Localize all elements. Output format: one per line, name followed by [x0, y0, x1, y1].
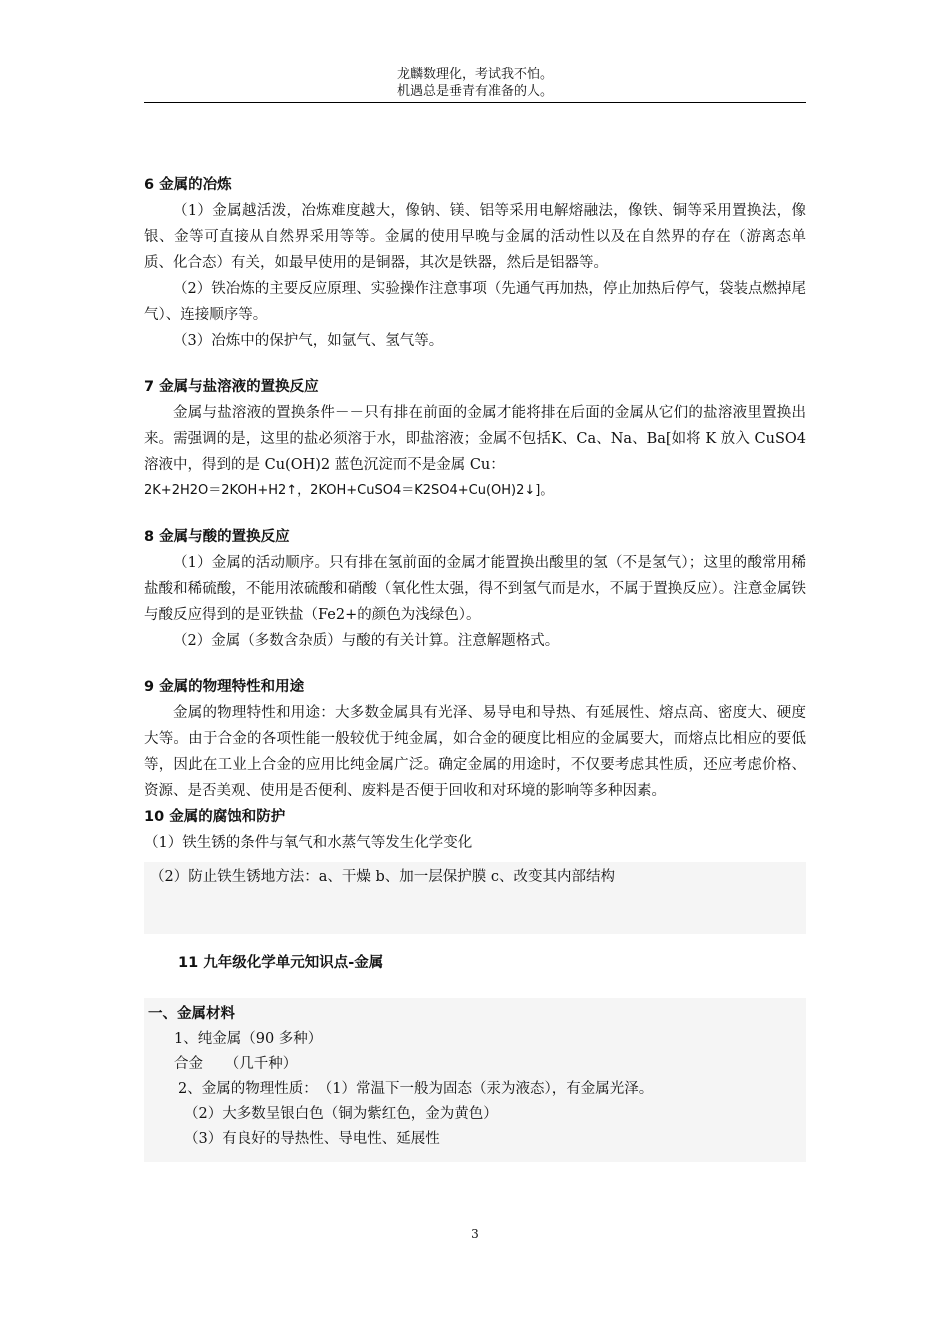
section-9-heading: 9 金属的物理特性和用途 [144, 679, 305, 695]
section-6-paragraph-3: （3）冶炼中的保护气，如氩气、氢气等。 [173, 333, 444, 349]
metal-materials-heading: 一、金属材料 [148, 1006, 235, 1022]
physical-properties-line: 2、金属的物理性质： （1）常温下一般为固态（汞为液态），有金属光泽。 [178, 1081, 654, 1097]
alloy-line: 合金 （几千种） [174, 1056, 298, 1072]
section-9-paragraph: 金属的物理特性和用途：大多数金属具有光泽、易导电和导热、有延展性、熔点高、密度大、硬度大等。由于合金的各项性能一般较优于纯金属，如合金的硬度比相应的金属要大，而熔点比相应的要低等，因此在工业上合金的应用比纯金属广泛。确定金属的用途时，不仅要考虑其性质，还应考虑价格、资源、是否美观、使用是否便利、废料是否便于回收和对环境的影响等多种因素。 [144, 705, 806, 799]
page-number: 3 [471, 1227, 479, 1241]
header-line-1: 龙麟数理化，考试我不怕。 [396, 67, 553, 82]
main-content [144, 172, 806, 1162]
section-8-heading: 8 金属与酸的置换反应 [144, 529, 290, 545]
section-11-heading: 11 九年级化学单元知识点-金属 [178, 955, 384, 971]
page-header [144, 66, 806, 100]
section-8-paragraph-2: （2）金属（多数含杂质）与酸的有关计算。注意解题格式。 [173, 633, 560, 649]
header-line-2: 机遇总是垂青有准备的人。 [396, 84, 553, 99]
conductivity-line: （3）有良好的导热性、导电性、延展性 [184, 1131, 440, 1147]
section-7-heading: 7 金属与盐溶液的置换反应 [144, 379, 319, 395]
section-6-heading: 6 金属的冶炼 [144, 177, 232, 193]
section-6-paragraph-1: （1）金属越活泼，冶炼难度越大，像钠、镁、铝等采用电解熔融法，像铁、铜等采用置换法，像银、金等可直接从自然界采用等等。金属的使用早晚与金属的活动性以及在自然界的存在（游离态单质、化合态）有关，如最早使用的是铜器，其次是铁器，然后是铝器等。 [144, 203, 806, 271]
pure-metal-line: 1、纯金属（90 多种） [174, 1031, 323, 1047]
section-7-equation: 2K+2H2O＝2KOH+H2↑，2KOH+CuSO4＝K2SO4+Cu(OH)2↓]。 [144, 483, 554, 498]
section-10-shaded-block [144, 862, 806, 934]
color-line: （2）大多数呈银白色（铜为紫红色，金为黄色） [184, 1106, 498, 1122]
section-6-paragraph-2: （2）铁冶炼的主要反应原理、实验操作注意事项（先通气再加热，停止加热后停气，袋装点燃掉尾气）、连接顺序等。 [144, 281, 806, 323]
section-8-paragraph-1: （1）金属的活动顺序。只有排在氢前面的金属才能置换出酸里的氢（不是氢气）；这里的酸常用稀盐酸和稀硫酸，不能用浓硫酸和硝酸（氧化性太强，得不到氢气而是水，不属于置换反应）。注意金属铁与酸反应得到的是亚铁盐（Fe2+的颜色为浅绿色）。 [144, 555, 806, 623]
section-10-item-1: （1）铁生锈的条件与氧气和水蒸气等发生化学变化 [144, 835, 473, 851]
header-divider [144, 102, 806, 103]
section-10-item-2: （2）防止铁生锈地方法：a、干燥 b、加一层保护膜 c、改变其内部结构 [150, 869, 615, 885]
section-10-heading: 10 金属的腐蚀和防护 [144, 809, 286, 825]
section-11-shaded-block [144, 998, 806, 1162]
section-7-paragraph: 金属与盐溶液的置换条件－－只有排在前面的金属才能将排在后面的金属从它们的盐溶液里置换出来。需强调的是，这里的盐必须溶于水，即盐溶液；金属不包括K、Ca、Na、Ba[如将 K 放入 CuSO4 溶液中，得到的是 Cu(OH)2 蓝色沉淀而不是金属 Cu： [144, 405, 806, 473]
